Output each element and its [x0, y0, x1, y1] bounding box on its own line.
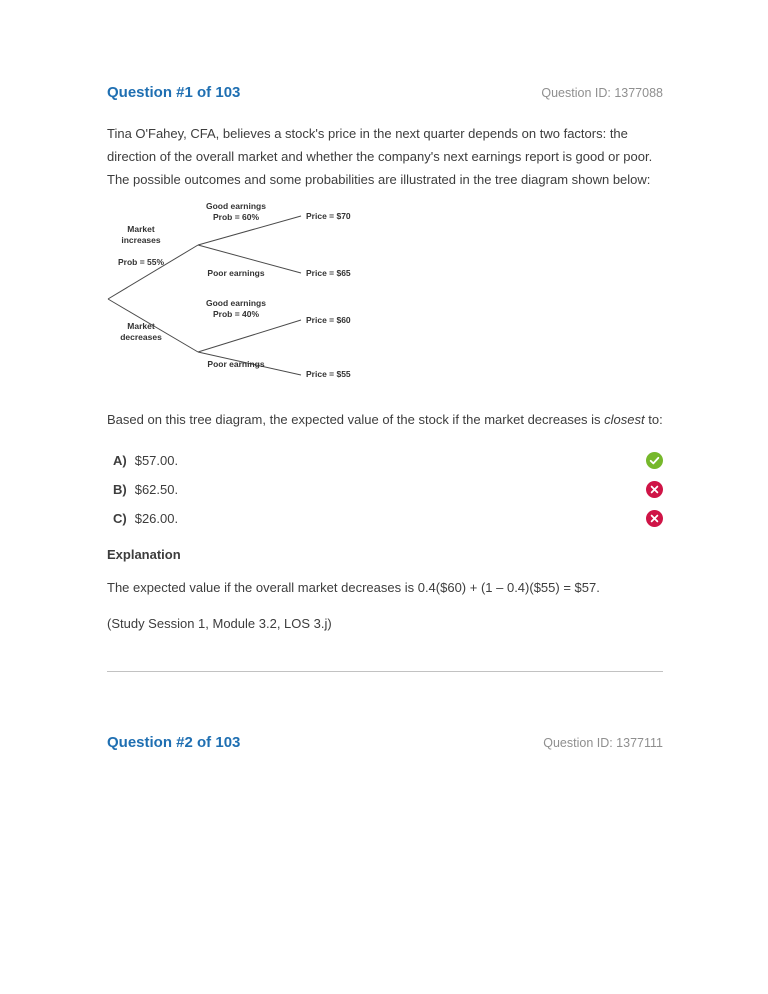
label-price-70: Price = $70	[306, 211, 351, 221]
question-id: Question ID: 1377088	[541, 86, 663, 100]
answer-letter: A)	[113, 453, 127, 468]
question-2-section	[107, 734, 663, 751]
branch-decrease-good	[198, 320, 301, 352]
label-good-earnings-top: Good earnings	[206, 201, 266, 211]
answer-c-label	[113, 511, 178, 526]
explanation-text: The expected value if the overall market decreases is 0.4($60) + (1 – 0.4)($55) = $57.	[107, 580, 600, 595]
label-price-55: Price = $55	[306, 369, 351, 379]
label-market-decreases-2: decreases	[120, 332, 162, 342]
label-market-decreases-1: Market	[127, 321, 155, 331]
label-prob-60: Prob = 60%	[212, 212, 260, 222]
branch-market-increases	[108, 245, 198, 299]
answer-row-a	[107, 446, 663, 475]
label-prob-55: Prob = 55%	[117, 257, 165, 267]
prompt-text: Based on this tree diagram, the expected value of the stock if the market decreases is	[107, 412, 601, 427]
correct-icon	[646, 452, 663, 469]
question-1-section	[107, 84, 663, 635]
tree-diagram-svg	[105, 199, 415, 389]
content-area	[107, 84, 663, 751]
answer-letter: C)	[113, 511, 127, 526]
label-price-65: Price = $65	[306, 268, 351, 278]
answer-a-label	[113, 453, 178, 468]
question-1-header	[107, 84, 663, 101]
label-good-earnings-bottom: Good earnings	[206, 298, 266, 308]
answer-text: $62.50.	[134, 482, 179, 497]
answer-text: $57.00.	[134, 453, 179, 468]
question-intro-text: Tina O'Fahey, CFA, believes a stock's price in the next quarter depends on two factors: the direction of the overall market and whether the company's next earnings report is good or poor. The possible outcomes and some probabilities are illustrated in the tree diagram shown below:	[107, 126, 653, 187]
label-market-increases-2: increases	[121, 235, 161, 245]
prompt-tail: to:	[644, 412, 663, 427]
tree-diagram	[105, 199, 663, 394]
question-prompt	[107, 408, 663, 431]
label-prob-40: Prob = 40%	[212, 309, 260, 319]
question-2-header	[107, 734, 663, 751]
incorrect-icon	[646, 510, 663, 527]
answer-row-c	[107, 504, 663, 533]
label-poor-earnings-bottom: Poor earnings	[207, 359, 265, 369]
reference-text: (Study Session 1, Module 3.2, LOS 3.j)	[107, 616, 332, 631]
answer-letter: B)	[113, 482, 127, 497]
answer-row-b	[107, 475, 663, 504]
label-price-60: Price = $60	[306, 315, 351, 325]
answer-b-label	[113, 482, 178, 497]
question-id: Question ID: 1377111	[543, 736, 663, 750]
label-poor-earnings-top: Poor earnings	[207, 268, 265, 278]
answer-text: $26.00.	[134, 511, 179, 526]
section-divider	[107, 671, 663, 672]
answer-list	[107, 446, 663, 533]
explanation-heading: Explanation	[107, 547, 181, 562]
label-market-increases-1: Market	[127, 224, 155, 234]
prompt-italic-word: closest	[604, 412, 645, 427]
question-title: Question #2 of 103	[107, 734, 241, 751]
question-title: Question #1 of 103	[107, 84, 241, 101]
incorrect-icon	[646, 481, 663, 498]
